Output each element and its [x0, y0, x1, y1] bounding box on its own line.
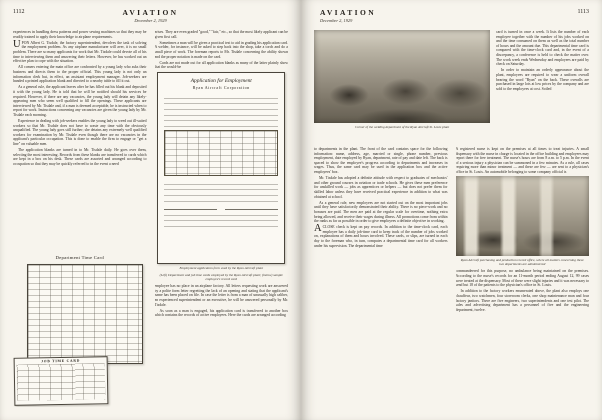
page-number-right: 1113	[577, 9, 589, 15]
right-page-top-right-column	[496, 30, 589, 144]
page-number-left: 1112	[13, 9, 25, 15]
right-page-top-section	[314, 30, 589, 144]
left-page-columns	[13, 30, 288, 407]
running-head-center	[53, 8, 248, 23]
body-paragraph: to departments in the plant. The front of the card contains space for the following information: name, address, age, married or single, phone number, previous employment, date employed by Ryan, department, rate of pay and date left. The back is spaced to show the employee's progress according to departments and increases in wages. Thus, the same card may be used in the application box and the active employees' box.	[314, 147, 448, 174]
body-paragraph: As a general rule, new employees are not started out on the most important jobs until they have satisfactorily demonstrated their ability. There is no piece-work and no bonuses are paid. The men are paid at the regular scale for overtime, nothing extra being allowed, and receive their wages during illness. All promotions come from within the ranks as far as possible in order to give employees a definite objective in working.	[314, 200, 448, 224]
job-time-card-title: JOB TIME CARD	[41, 358, 81, 364]
running-head-title-group	[314, 8, 376, 23]
body-paragraph: As a general rule, the applicant leaves after he has filled out his blank and deposited it with the young lady. He is told that he will be notified should his services be required. However, if there are any vacancies, the young lady will detain any likely-appearing men who seem well qualified to fill the openings. These applicants are interviewed by Mr. Tisdale and, if a man is deemed acceptable, he is instructed when to report for work. Instructions concerning any vacancies are given the young lady by Mr. Tisdale each morning.	[13, 85, 147, 117]
body-paragraph: In order to maintain an orderly appearance about the plant, employees are required to wear a uniform overall bearing the word "Ryan" on the back. These overalls are purchased in large lots at low prices by the company and are sold to the employees at cost. Soiled	[496, 68, 589, 91]
body-paragraph: All comers entering the main office are confronted by a young lady who asks their business and directs them to the proper official. This young lady is not only an information clerk but, in effect, an assistant employment manager. Job-seekers are handed a printed application blank and directed to a nearby table to fill it out.	[13, 65, 147, 84]
figure-caption: (Left) Department and job time cards employed by the Ryan Aircraft plant; (below) sample employee's record card	[159, 273, 283, 282]
job-time-card-grid	[17, 363, 106, 401]
form-table-grid	[164, 130, 278, 176]
application-form-figure	[157, 72, 285, 264]
body-paragraph: ACLOSE check is kept on pay records. In addition to the time-clock card, each employee has a daily job-time card to keep track of the number of jobs worked on, explanations of them and hours involved. These cards, or slips, are turned in each day to the foreman who, in turn, computes a departmental time card for all workers under his supervision. The departmental time	[314, 223, 448, 248]
timecard-figure	[13, 255, 147, 407]
photo-welding-department	[314, 30, 490, 123]
form-subtitle: Ryan Aircraft Corporation	[192, 84, 250, 90]
body-paragraph: As soon as a man is engaged, his application card is transferred to another box which contains the records of active employees. Here the cards are arranged according	[154, 308, 288, 318]
page-right	[301, 0, 602, 420]
running-head-right	[314, 8, 589, 28]
left-page-column-2	[155, 30, 289, 407]
figure-caption: Corner of the welding department of the Ryan Aircraft St. Louis plant	[354, 125, 450, 129]
form-ruled-lines	[164, 179, 278, 202]
left-page-column-1	[13, 30, 147, 407]
body-paragraph: The application blanks are turned in to Mr. Tisdale daily. He goes over them, selecting the most interesting. Records from these blanks are transferred to cards which are kept in a box on his desk. These cards are assorted and arranged according to occupation so that they may be quickly referred to in the event a need	[13, 148, 147, 166]
form-ruled-lines	[164, 210, 278, 227]
right-page-bottom-section	[314, 147, 589, 405]
right-page-column-2	[456, 147, 590, 405]
journal-title: AVIATION	[122, 8, 179, 17]
form-signature-rules	[164, 203, 278, 210]
department-time-card-title: Department Time Card	[55, 255, 104, 260]
form-ruled-lines	[164, 93, 278, 127]
body-paragraph: employee has no place in an airplane factory. All letters requesting work are answered by a polite form letter regretting the lack of an opening and stating that the applicant's name has been placed on file. In case the letter is from a man of unusually high caliber, an experienced superintendent or an executive, he will be answered personally by Mr. Tisdale.	[154, 284, 288, 307]
body-paragraph: Mr. Tisdale has adopted a definite attitude with respect to graduates of mechanics' and other ground courses in aviation or trade schools. He gives these men preference for unskilled work — jobs as apprentices or helpers — but does not prefer them for skilled labor unless they have received practical experience in addition to what was obtained at school.	[314, 176, 448, 199]
body-paragraph: experiences in handling dress patterns and power sewing machines so that they may be readily trained to apply their knowledge to airplane requirements.	[13, 30, 147, 39]
photo-records-office	[456, 176, 590, 256]
body-paragraph: Sometimes a man will be given a practical test to aid in grading his application card. A welder, for instance, will be asked to step back into the shop, take a torch and do a small piece of work. The foreman reports to Mr. Tisdale concerning the ability shown and the proper notation is made on the card.	[154, 40, 288, 59]
issue-date: December 2, 1929	[134, 18, 167, 23]
right-page-column-1	[314, 147, 448, 405]
dropcap: A	[314, 223, 322, 235]
body-paragraph: UPON Albert G. Tisdale, the factory superintendent, devolves the task of solving the employment problem. As any airplane manufacturer will aver, it is no small problem. There are so many applicants for work that Mr. Tisdale could devote all of his time to interviewing them and answering their letters. However, he has worked out an effective plan to cope with the situation.	[13, 38, 147, 64]
body-paragraph: commandeered for this purpose, no ambulance being maintained on the premises. According to the nurse's records for an 11-month period ending August 12, 99 cases were treated at the dispensary. Most of these were slight injuries and it was necessary to send but 18 of the patients to the physician's office in St. Louis.	[455, 269, 589, 288]
figure-caption: Ryan Aircraft purchasing and production record office, where all matters concerning these two departments are administered	[460, 258, 584, 267]
department-time-card	[27, 264, 143, 364]
figure-caption: Employment application form used by the Ryan Aircraft plant	[179, 265, 264, 270]
journal-title: AVIATION	[320, 8, 377, 17]
body-paragraph: card is turned in once a week. It lists the number of each employee together with the number of his jobs worked on and the time consumed on them as well as the total number of hours and the amount due. This departmental time card is compared with the time-clock card and, in the event of a discrepancy, a conference is held to check the matter over. The work week ends Wednesday and employees are paid by check on Saturday.	[496, 30, 589, 67]
column-text-block	[13, 30, 147, 252]
welding-photo-block	[314, 30, 490, 144]
dropcap: U	[13, 38, 21, 50]
job-time-card	[14, 356, 109, 406]
issue-date: December 2, 1929	[320, 18, 353, 23]
body-paragraph: Cards are not made out for all application blanks as many of the latter plainly show that the would-be	[154, 60, 288, 70]
body-paragraph: A registered nurse is kept on the premises at all times to treat injuries. A small dispensary with the nurse in charge is located in the office building and employees may report there for free treatment. The nurse's hours are from 8 a.m. to 5 p.m. In the event of a serious injury a physician can be summoned in a few minutes. As a rule, all cases requiring more than minor treatment — and these are few — are sent to a physician's office in St. Louis. An automobile belonging to some company official is	[455, 147, 589, 174]
body-paragraph: arises. They are even graded "good," "fair," etc., so that the most likely applicant can be given first call.	[154, 30, 288, 39]
body-paragraph: In addition to the factory workers enumerated above, the plant also employs one chauffeur, two watchmen, four storeroom clerks, one shop maintenance man and four factory janitors. There are five engineers, two superintendents and one test pilot. The sales and advertising department has a personnel of five and the engineering department, twelve.	[455, 289, 589, 312]
form-title: Application for Employment	[190, 77, 252, 84]
body-paragraph: Experience in dealing with job-seekers enables the young lady to weed out ill-suited workers so that Mr. Tisdale does not have to waste any time with the obviously unqualified. The young lady goes still further; she detains any extremely well qualified workers for examination by Mr. Tisdale even though there are no vacancies in the applicant's particular occupation. This is done to enable the firm to engage or "get a line" on valuable men.	[13, 119, 147, 147]
running-head-left	[13, 8, 288, 28]
